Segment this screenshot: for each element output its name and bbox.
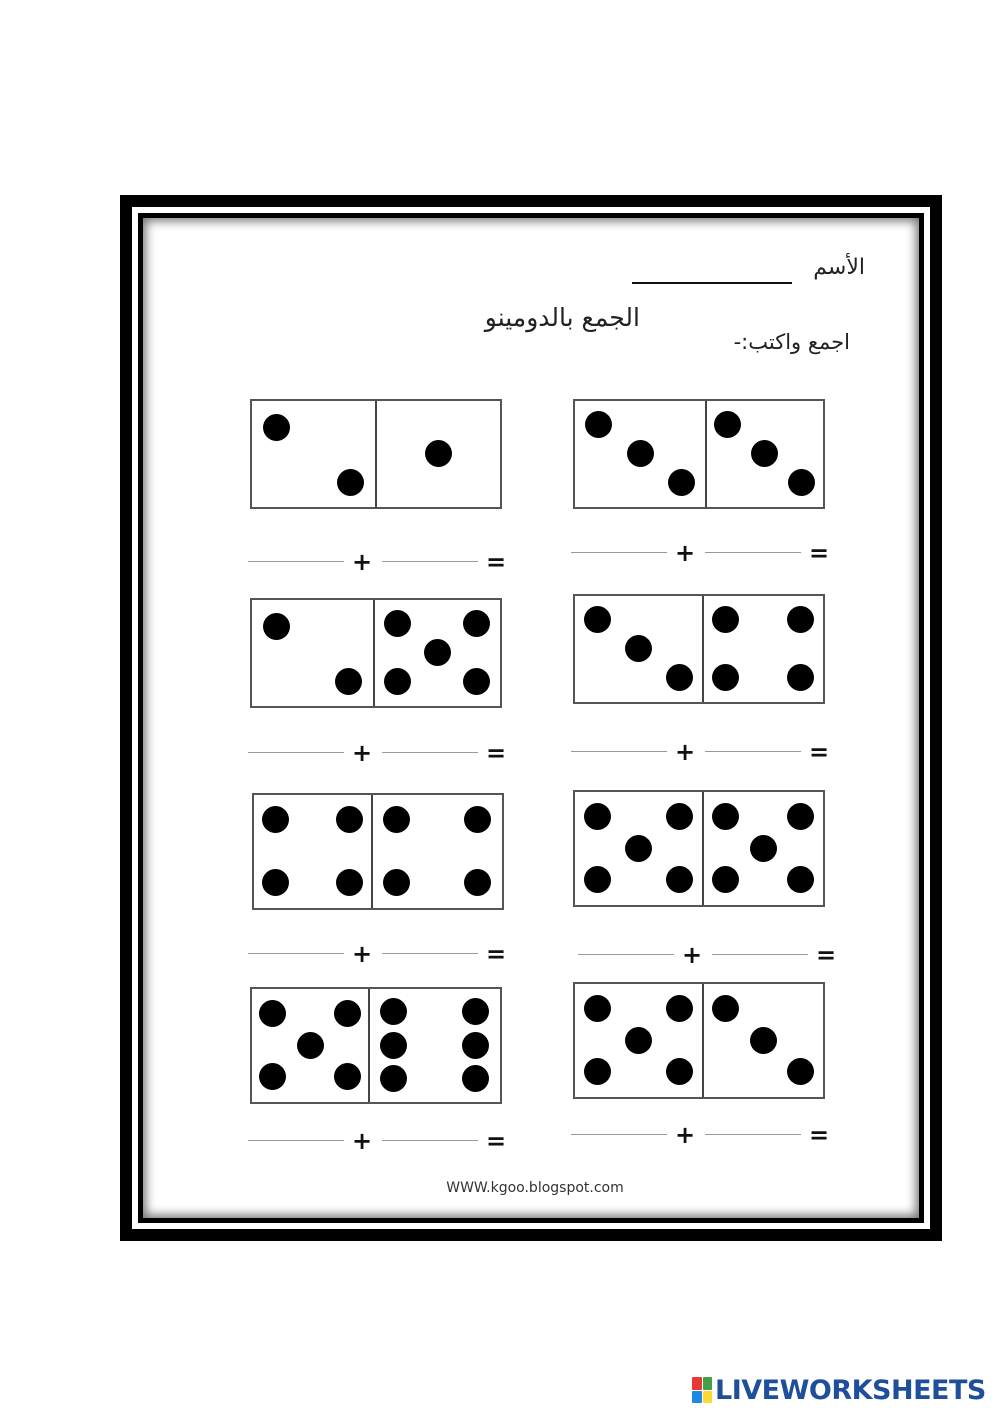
domino-divider <box>368 989 370 1102</box>
domino-pip-right <box>787 866 814 893</box>
equation-row-5 <box>248 939 518 969</box>
domino-divider <box>702 596 704 702</box>
equals-sign: = <box>486 739 507 767</box>
domino-pip-left <box>337 469 364 496</box>
domino-pip-right <box>463 668 490 695</box>
plus-sign: + <box>675 738 696 766</box>
domino-pip-left <box>666 664 693 691</box>
domino-pip-right <box>787 803 814 830</box>
domino-pip-right <box>750 835 777 862</box>
domino-6 <box>573 790 825 907</box>
equals-sign: = <box>486 548 507 576</box>
domino-5 <box>252 793 504 910</box>
equals-sign: = <box>816 941 837 969</box>
answer-blank-first[interactable] <box>248 953 344 954</box>
domino-4 <box>573 594 825 704</box>
domino-pip-left <box>625 635 652 662</box>
domino-pip-right <box>464 806 491 833</box>
domino-pip-left <box>263 613 290 640</box>
answer-blank-first[interactable] <box>248 752 344 753</box>
domino-pip-right <box>712 866 739 893</box>
domino-pip-right <box>462 1065 489 1092</box>
plus-sign: + <box>682 941 703 969</box>
domino-pip-right <box>712 664 739 691</box>
equals-sign: = <box>809 539 830 567</box>
answer-blank-second[interactable] <box>705 552 801 553</box>
domino-pip-right <box>463 610 490 637</box>
domino-pip-right <box>787 1058 814 1085</box>
domino-pip-left <box>584 606 611 633</box>
domino-pip-left <box>666 803 693 830</box>
brand-badge-icon <box>692 1377 712 1403</box>
domino-pip-right <box>384 668 411 695</box>
domino-7 <box>250 987 502 1104</box>
domino-divider <box>371 795 373 908</box>
domino-pip-right <box>383 869 410 896</box>
domino-pip-left <box>334 1063 361 1090</box>
domino-3 <box>250 598 502 708</box>
answer-blank-first[interactable] <box>248 1140 344 1141</box>
domino-pip-left <box>262 869 289 896</box>
domino-pip-left <box>259 1000 286 1027</box>
domino-divider <box>375 401 377 507</box>
domino-pip-left <box>584 1058 611 1085</box>
plus-sign: + <box>675 1121 696 1149</box>
domino-pip-left <box>297 1032 324 1059</box>
domino-divider <box>373 600 375 706</box>
equation-row-3 <box>248 738 518 768</box>
domino-pip-right <box>751 440 778 467</box>
domino-pip-left <box>668 469 695 496</box>
domino-pip-left <box>336 806 363 833</box>
domino-pip-right <box>383 806 410 833</box>
domino-pip-left <box>263 414 290 441</box>
equation-row-2 <box>571 538 841 568</box>
domino-pip-right <box>462 1032 489 1059</box>
domino-pip-right <box>712 606 739 633</box>
answer-blank-second[interactable] <box>705 751 801 752</box>
instruction-text: اجمع واكتب:- <box>733 330 850 354</box>
domino-divider <box>702 984 704 1097</box>
footer-url: WWW.kgoo.blogspot.com <box>446 1180 624 1196</box>
plus-sign: + <box>675 539 696 567</box>
domino-pip-left <box>584 803 611 830</box>
domino-pip-left <box>259 1063 286 1090</box>
answer-blank-second[interactable] <box>382 561 478 562</box>
domino-pip-left <box>666 866 693 893</box>
equals-sign: = <box>809 738 830 766</box>
domino-pip-left <box>336 869 363 896</box>
answer-blank-first[interactable] <box>571 552 667 553</box>
liveworksheets-logo <box>692 1374 986 1406</box>
domino-pip-right <box>750 1027 777 1054</box>
domino-8 <box>573 982 825 1099</box>
domino-pip-right <box>714 411 741 438</box>
domino-pip-right <box>384 610 411 637</box>
domino-pip-left <box>584 866 611 893</box>
plus-sign: + <box>352 739 373 767</box>
name-label: الأسم <box>813 255 865 280</box>
domino-pip-right <box>380 1032 407 1059</box>
domino-pip-left <box>334 1000 361 1027</box>
domino-pip-right <box>380 998 407 1025</box>
domino-pip-right <box>787 606 814 633</box>
equals-sign: = <box>809 1121 830 1149</box>
name-input-line[interactable] <box>632 282 792 284</box>
domino-pip-left <box>625 835 652 862</box>
equation-row-8 <box>571 1120 841 1150</box>
domino-pip-right <box>787 664 814 691</box>
worksheet-title: الجمع بالدومينو <box>484 303 640 332</box>
plus-sign: + <box>352 548 373 576</box>
answer-blank-second[interactable] <box>382 953 478 954</box>
domino-pip-right <box>425 440 452 467</box>
domino-pip-right <box>788 469 815 496</box>
domino-pip-left <box>666 995 693 1022</box>
domino-pip-left <box>262 806 289 833</box>
domino-pip-right <box>464 869 491 896</box>
domino-pip-left <box>335 668 362 695</box>
plus-sign: + <box>352 940 373 968</box>
domino-divider <box>705 401 707 507</box>
domino-pip-left <box>666 1058 693 1085</box>
domino-pip-right <box>462 998 489 1025</box>
domino-2 <box>573 399 825 509</box>
domino-pip-left <box>625 1027 652 1054</box>
equation-row-1 <box>248 547 518 577</box>
domino-pip-right <box>712 803 739 830</box>
domino-1 <box>250 399 502 509</box>
domino-pip-right <box>424 639 451 666</box>
equation-row-6 <box>578 940 848 970</box>
domino-divider <box>702 792 704 905</box>
answer-blank-first[interactable] <box>578 954 674 955</box>
equation-row-7 <box>248 1126 518 1156</box>
plus-sign: + <box>352 1127 373 1155</box>
domino-pip-left <box>584 995 611 1022</box>
domino-pip-left <box>585 411 612 438</box>
answer-blank-first[interactable] <box>571 751 667 752</box>
answer-blank-first[interactable] <box>571 1134 667 1135</box>
equals-sign: = <box>486 940 507 968</box>
answer-blank-second[interactable] <box>712 954 808 955</box>
answer-blank-first[interactable] <box>248 561 344 562</box>
equation-row-4 <box>571 737 841 767</box>
answer-blank-second[interactable] <box>705 1134 801 1135</box>
domino-pip-right <box>380 1065 407 1092</box>
brand-name: LIVEWORKSHEETS <box>715 1374 986 1406</box>
domino-pip-right <box>712 995 739 1022</box>
equals-sign: = <box>486 1127 507 1155</box>
answer-blank-second[interactable] <box>382 752 478 753</box>
answer-blank-second[interactable] <box>382 1140 478 1141</box>
domino-pip-left <box>627 440 654 467</box>
